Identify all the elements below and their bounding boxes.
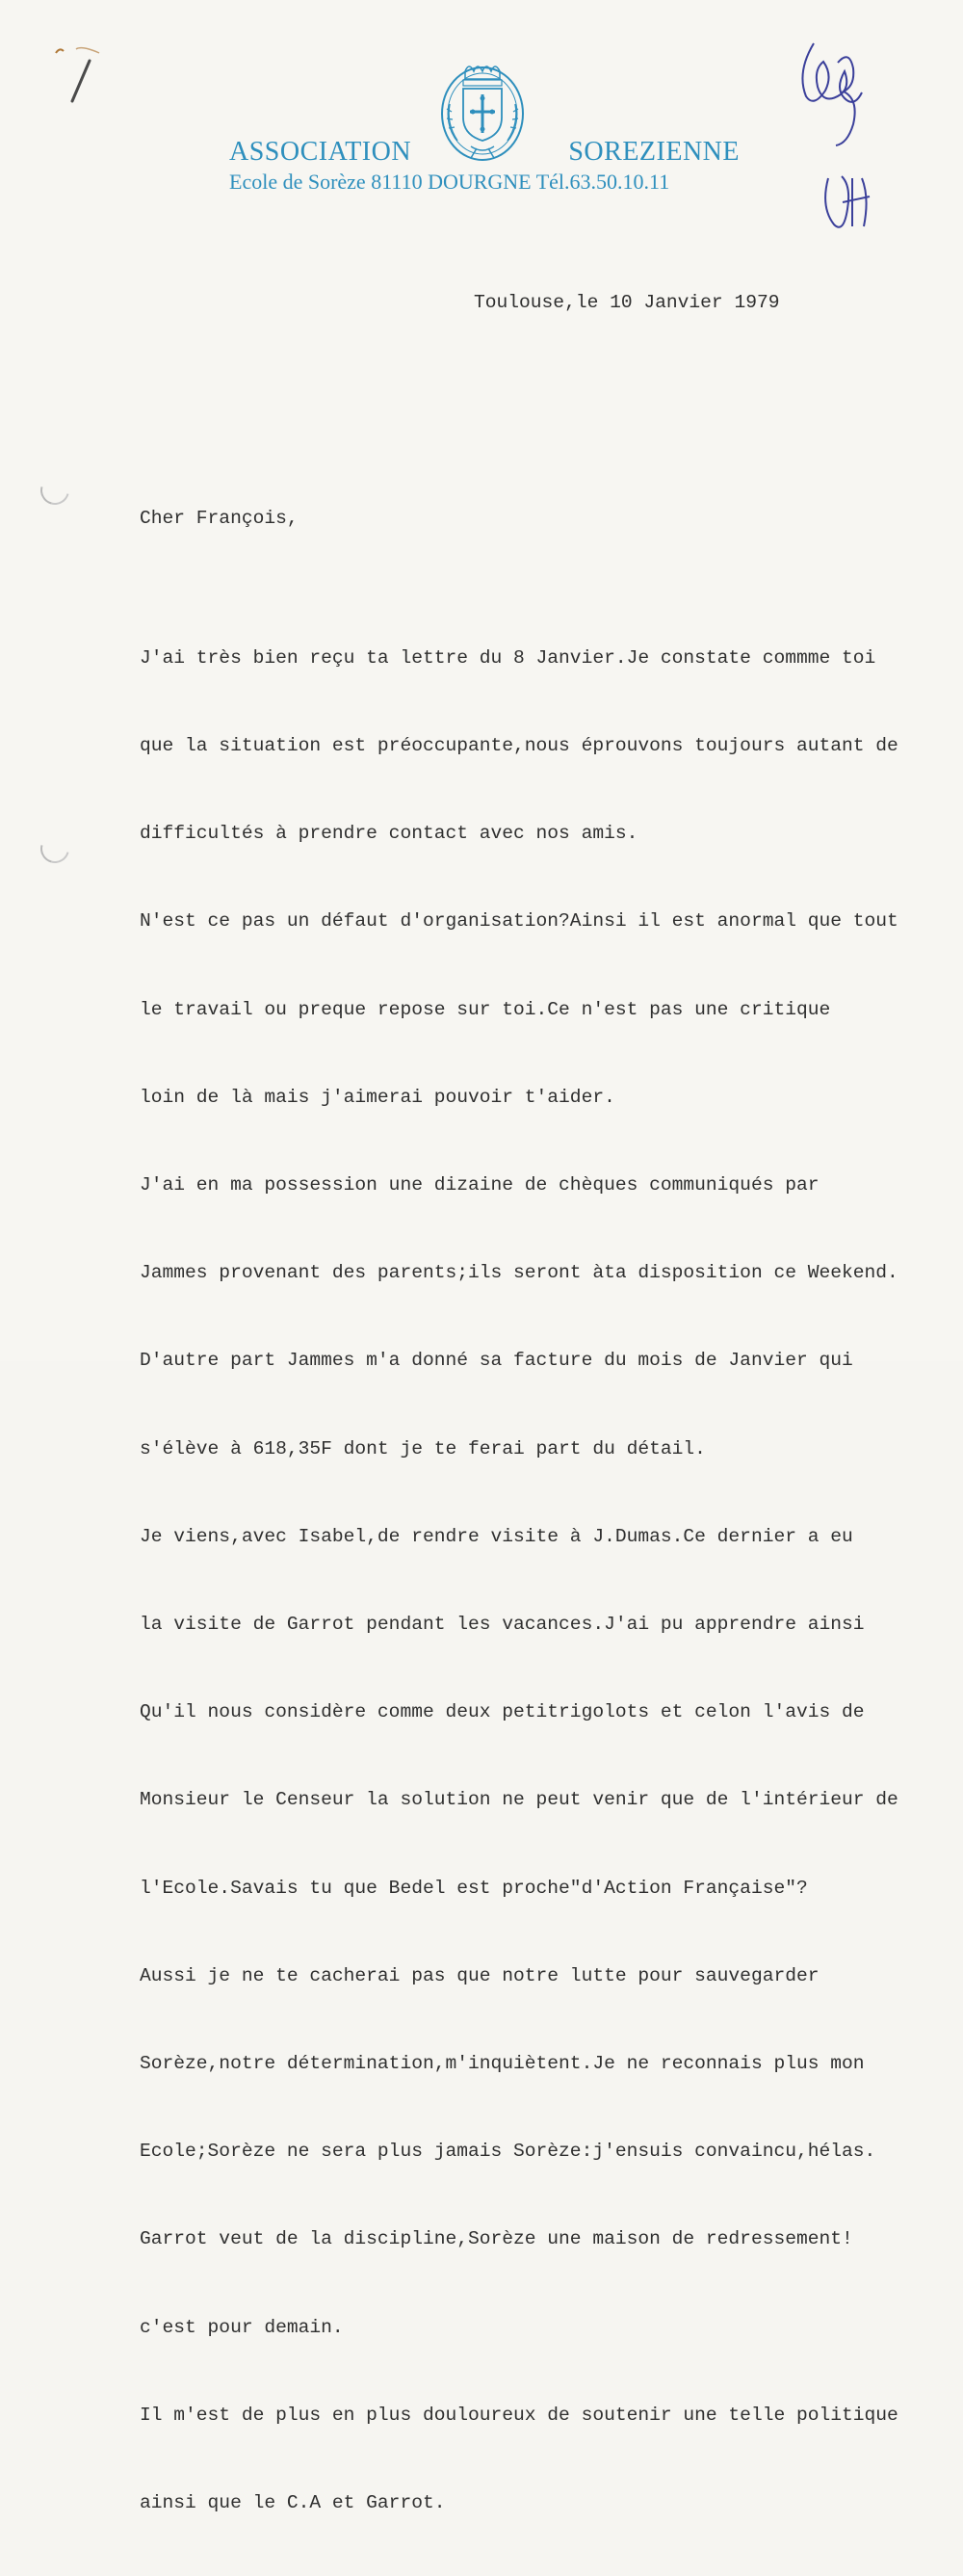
- body-line: Sorèze,notre détermination,m'inquiètent.Je ne reconnais plus mon: [140, 2053, 865, 2075]
- pen-stroke-mark: [53, 34, 130, 111]
- body-line: loin de là mais j'aimerai pouvoir t'aider.: [140, 1086, 615, 1108]
- punch-hole-mark: [36, 829, 75, 869]
- association-address: Ecole de Sorèze 81110 DOURGNE Tél.63.50.10.11: [229, 170, 670, 194]
- body-line: J'ai très bien reçu ta lettre du 8 Janvier.Je constate commme toi: [140, 646, 876, 669]
- body-line: D'autre part Jammes m'a donné sa facture du mois de Janvier qui: [140, 1350, 853, 1372]
- body-line: Garrot veut de la discipline,Sorèze une maison de redressement!: [140, 2228, 853, 2250]
- association-name-left: ASSOCIATION: [229, 137, 412, 167]
- body-line: l'Ecole.Savais tu que Bedel est proche"d'Action Française"?: [140, 1877, 808, 1899]
- body-line: que la situation est préoccupante,nous éprouvons toujours autant de: [140, 735, 898, 757]
- body-line: s'élève à 618,35F dont je te ferai part du détail.: [140, 1437, 706, 1459]
- body-line: Je viens,avec Isabel,de rendre visite à J.Dumas.Ce dernier a eu: [140, 1525, 853, 1547]
- body-line: difficultés à prendre contact avec nos amis.: [140, 823, 638, 845]
- punch-hole-mark: [36, 471, 75, 511]
- letter-body: [140, 585, 898, 2576]
- letter-salutation: Cher François,: [140, 508, 299, 529]
- body-line: Jammes provenant des parents;ils seront àta disposition ce Weekend.: [140, 1262, 898, 1284]
- body-line: Aussi je ne te cacherai pas que notre lutte pour sauvegarder: [140, 1964, 820, 1986]
- body-line: Qu'il nous considère comme deux petitrigolots et celon l'avis de: [140, 1701, 865, 1723]
- body-line: le travail ou preque repose sur toi.Ce n'est pas une critique: [140, 998, 831, 1020]
- body-line: Il m'est de plus en plus douloureux de soutenir une telle politique: [140, 2404, 898, 2426]
- body-line: Ecole;Sorèze ne sera plus jamais Sorèze:j'ensuis convaincu,hélas.: [140, 2141, 876, 2163]
- body-line: la visite de Garrot pendant les vacances.J'ai pu apprendre ainsi: [140, 1614, 865, 1636]
- association-name-right: SOREZIENNE: [568, 137, 740, 167]
- letterhead: [229, 137, 740, 195]
- body-line: J'ai en ma possession une dizaine de chèques communiqués par: [140, 1174, 820, 1196]
- body-line: N'est ce pas un défaut d'organisation?Ainsi il est anormal que tout: [140, 910, 898, 933]
- body-line: ainsi que le C.A et Garrot.: [140, 2492, 446, 2514]
- body-line: Monsieur le Censeur la solution ne peut venir que de l'intérieur de: [140, 1789, 898, 1811]
- association-name: [229, 137, 740, 170]
- letter-date: Toulouse,le 10 Janvier 1979: [474, 292, 780, 313]
- body-line: c'est pour demain.: [140, 2316, 344, 2338]
- handwritten-annotation: [785, 34, 891, 241]
